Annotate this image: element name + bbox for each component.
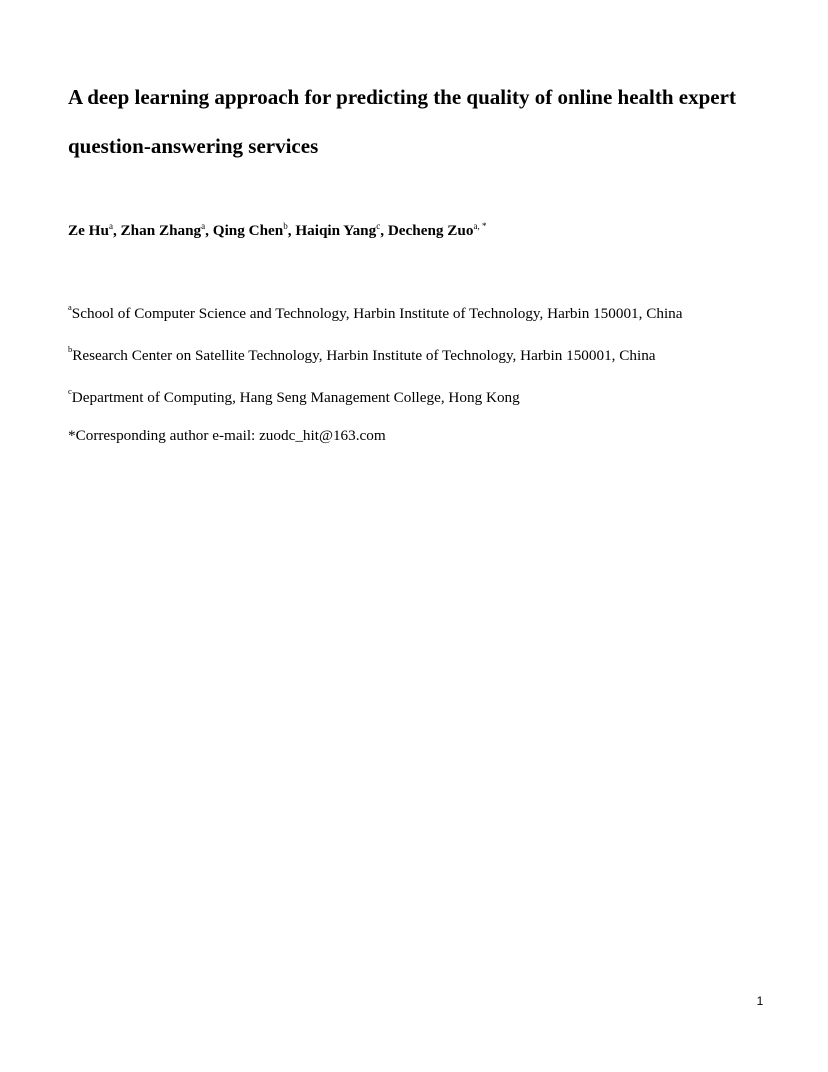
affiliation-text: School of Computer Science and Technology, Harbin Institute of Technology, Harbin 150001, China	[71, 305, 683, 322]
author-separator: ,	[205, 222, 213, 239]
paper-title-line-1: A deep learning approach for predicting the quality of online health expert	[68, 85, 736, 109]
affiliation-c	[68, 388, 520, 408]
author-affiliation-mark: a	[201, 221, 206, 231]
page-number: 1	[756, 994, 764, 1008]
author-name: Zhan Zhang	[120, 222, 202, 239]
author-name: Haiqin Yang	[295, 222, 377, 239]
author-list	[68, 221, 486, 241]
author-affiliation-mark: c	[376, 221, 381, 231]
author-separator: ,	[380, 222, 388, 239]
author-name: Decheng Zuo	[387, 222, 474, 239]
affiliation-mark: c	[68, 386, 72, 396]
affiliation-text: Department of Computing, Hang Seng Management College, Hong Kong	[71, 389, 520, 406]
affiliation-mark: b	[68, 344, 73, 354]
corresponding-author-email: *Corresponding author e-mail: zuodc_hit@163.com	[68, 427, 386, 444]
paper-title-line-2: question-answering services	[68, 134, 319, 158]
affiliation-a	[68, 304, 683, 324]
author-separator: ,	[287, 222, 296, 239]
affiliation-b	[68, 346, 656, 366]
author-affiliation-mark: a	[108, 221, 113, 231]
author-separator: ,	[112, 222, 121, 239]
affiliation-text: Research Center on Satellite Technology, Harbin Institute of Technology, Harbin 150001, China	[72, 347, 656, 364]
affiliation-mark: a	[68, 302, 72, 312]
author-name: Ze Hu	[68, 222, 109, 239]
author-name: Qing Chen	[212, 222, 284, 239]
author-affiliation-mark: b	[283, 221, 288, 231]
author-affiliation-mark: a, *	[473, 221, 487, 231]
